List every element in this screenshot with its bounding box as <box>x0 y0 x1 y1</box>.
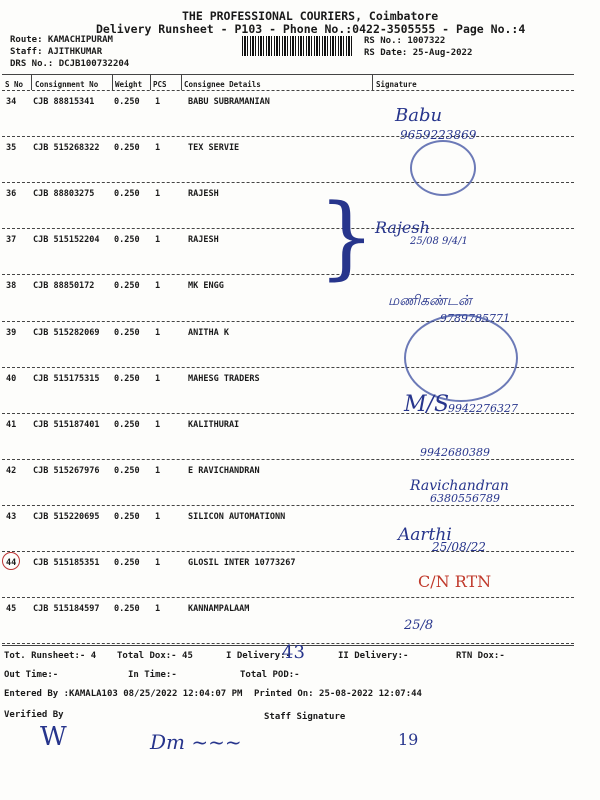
row-sno: 40 <box>6 373 17 384</box>
row-consignee: MAHESG TRADERS <box>188 373 260 384</box>
row-separator <box>2 136 574 137</box>
row-sno: 43 <box>6 511 17 522</box>
row-pcs: 1 <box>155 511 161 522</box>
row-weight: 0.250 <box>114 558 140 568</box>
out-time: Out Time:- <box>4 670 59 680</box>
row-consignment: CJB 88850172 <box>33 281 95 292</box>
col-sno: S No <box>5 80 24 89</box>
return-note-44: C/N RTN <box>418 572 492 591</box>
row-pcs: 1 <box>155 604 161 615</box>
verifier-signature: W <box>40 722 67 752</box>
row-sno: 37 <box>6 235 17 246</box>
row-consignee: TEX SERVIE <box>188 143 240 154</box>
row-consignment: CJB 515175315 <box>33 373 100 384</box>
signature-43-date: 25/08/22 <box>432 540 486 554</box>
row-weight: 0.250 <box>114 97 140 107</box>
col-divider <box>150 75 151 90</box>
signature-37-date: 25/08 9/4/1 <box>410 236 468 247</box>
header-top-rule <box>2 74 574 75</box>
brace-mark: } <box>318 185 376 290</box>
total-dox: Total Dox:- 45 <box>117 651 193 661</box>
row-pcs: 1 <box>155 419 161 430</box>
row-sno: 45 <box>6 604 17 615</box>
col-divider <box>181 75 182 90</box>
row-consignment: CJB 88803275 <box>33 189 95 200</box>
row-consignment: CJB 515220695 <box>33 511 100 522</box>
company-stamp-2 <box>404 314 518 402</box>
row-sno: 35 <box>6 143 17 154</box>
row-pcs: 1 <box>155 327 161 338</box>
row-consignment: CJB 515268322 <box>33 143 100 154</box>
i-delivery: I Delivery:- <box>226 651 292 661</box>
row-consignee: RAJESH <box>188 235 219 246</box>
row-weight: 0.250 <box>114 235 140 246</box>
page-number-handwritten: 19 <box>398 730 419 749</box>
row-separator <box>2 274 574 275</box>
row-weight: 0.250 <box>114 189 140 200</box>
row-sno: 42 <box>6 465 17 476</box>
row-consignment: CJB 88815341 <box>33 97 95 107</box>
row-pcs: 1 <box>155 235 161 246</box>
row-consignee: KALITHURAI <box>188 419 240 430</box>
row-pcs: 1 <box>155 558 161 568</box>
signature-34: Babu <box>395 105 443 126</box>
col-consignment: Consignment No <box>35 80 99 89</box>
row-weight: 0.250 <box>114 327 140 338</box>
row-consignment: CJB 515152204 <box>33 235 100 246</box>
i-delivery-value: 43 <box>282 642 305 663</box>
row-weight: 0.250 <box>114 465 140 476</box>
signature-38: மணிகண்டன் <box>388 293 472 309</box>
rs-number: RS No.: 1007322 <box>364 36 446 46</box>
ii-delivery: II Delivery:- <box>338 651 409 661</box>
row-consignee: MK ENGG <box>188 281 224 292</box>
row-pcs: 1 <box>155 281 161 292</box>
row-44-circle-mark <box>2 552 20 570</box>
col-divider <box>31 75 32 90</box>
row-separator <box>2 505 574 506</box>
row-consignee: E RAVICHANDRAN <box>188 465 260 476</box>
row-separator <box>2 551 574 552</box>
row-pcs: 1 <box>155 465 161 476</box>
row-consignment: CJB 515184597 <box>33 604 100 615</box>
signature-37: Rajesh <box>375 218 430 237</box>
row-pcs: 1 <box>155 97 161 107</box>
runsheet-title: Delivery Runsheet - P103 - Phone No.:0422-3505555 - Page No.:4 <box>96 22 526 36</box>
row-consignee: RAJESH <box>188 189 219 200</box>
drs-number: DRS No.: DCJB100732204 <box>10 59 130 69</box>
route: Route: KAMACHIPURAM <box>10 35 113 45</box>
row-sno: 36 <box>6 189 17 200</box>
col-consignee: Consignee Details <box>184 80 261 89</box>
row-consignment: CJB 515187401 <box>33 419 100 430</box>
row-weight: 0.250 <box>114 143 140 154</box>
row-sno: 41 <box>6 419 17 430</box>
signature-42: Ravichandran <box>410 478 509 494</box>
staff-signature-label: Staff Signature <box>264 712 346 722</box>
signature-43: Aarthi <box>398 525 452 545</box>
col-weight: Weight <box>115 80 143 89</box>
row-pcs: 1 <box>155 373 161 384</box>
row-sno: 44 <box>6 558 17 568</box>
row-weight: 0.250 <box>114 373 140 384</box>
row-pcs: 1 <box>155 189 161 200</box>
row-consignment: CJB 515267976 <box>33 465 100 476</box>
rtn-dox: RTN Dox:- <box>456 651 505 661</box>
verified-by: Verified By <box>4 710 64 720</box>
entered-by: Entered By :KAMALA103 08/25/2022 12:04:07 PM <box>4 689 243 699</box>
col-signature: Signature <box>376 80 417 89</box>
row-weight: 0.250 <box>114 604 140 615</box>
row-separator <box>2 182 574 183</box>
printed-on: Printed On: 25-08-2022 12:07:44 <box>254 689 422 699</box>
row-sno: 39 <box>6 327 17 338</box>
row-consignee: BABU SUBRAMANIAN <box>188 97 270 107</box>
barcode <box>242 36 354 56</box>
row-separator <box>2 228 574 229</box>
row-consignee: GLOSIL INTER 10773267 <box>188 558 296 568</box>
signature-40: M/S <box>404 392 450 417</box>
row-weight: 0.250 <box>114 511 140 522</box>
signature-41-phone: 9942680389 <box>420 446 490 459</box>
row-pcs: 1 <box>155 143 161 154</box>
signature-38-phone: 9789785771 <box>440 312 510 325</box>
company-stamp-1 <box>410 140 476 196</box>
row-sno: 38 <box>6 281 17 292</box>
row-weight: 0.250 <box>114 419 140 430</box>
staff-signature-scrawl: Dm ~~~ <box>150 730 242 754</box>
signature-45-date: 25/8 <box>404 618 434 633</box>
col-divider <box>112 75 113 90</box>
signature-40-phone: 9942276327 <box>448 402 518 415</box>
signature-42-phone: 6380556789 <box>430 492 500 505</box>
total-pod: Total POD:- <box>240 670 300 680</box>
company-title: THE PROFESSIONAL COURIERS, Coimbatore <box>182 9 439 23</box>
row-separator <box>2 597 574 598</box>
row-consignee: ANITHA K <box>188 327 229 338</box>
row-sno: 34 <box>6 97 17 107</box>
staff: Staff: AJITHKUMAR <box>10 47 103 57</box>
rs-date: RS Date: 25-Aug-2022 <box>364 48 473 58</box>
col-divider <box>372 75 373 90</box>
row-consignee: SILICON AUTOMATIONN <box>188 511 286 522</box>
header-bottom-rule <box>2 90 574 91</box>
row-consignment: CJB 515282069 <box>33 327 100 338</box>
row-consignment: CJB 515185351 <box>33 558 100 568</box>
row-consignee: KANNAMPALAAM <box>188 604 250 615</box>
row-weight: 0.250 <box>114 281 140 292</box>
tot-runsheet: Tot. Runsheet:- 4 <box>4 651 97 661</box>
in-time: In Time:- <box>128 670 177 680</box>
signature-34-phone: 9659223869 <box>400 128 477 142</box>
col-pcs: PCS <box>153 80 167 89</box>
